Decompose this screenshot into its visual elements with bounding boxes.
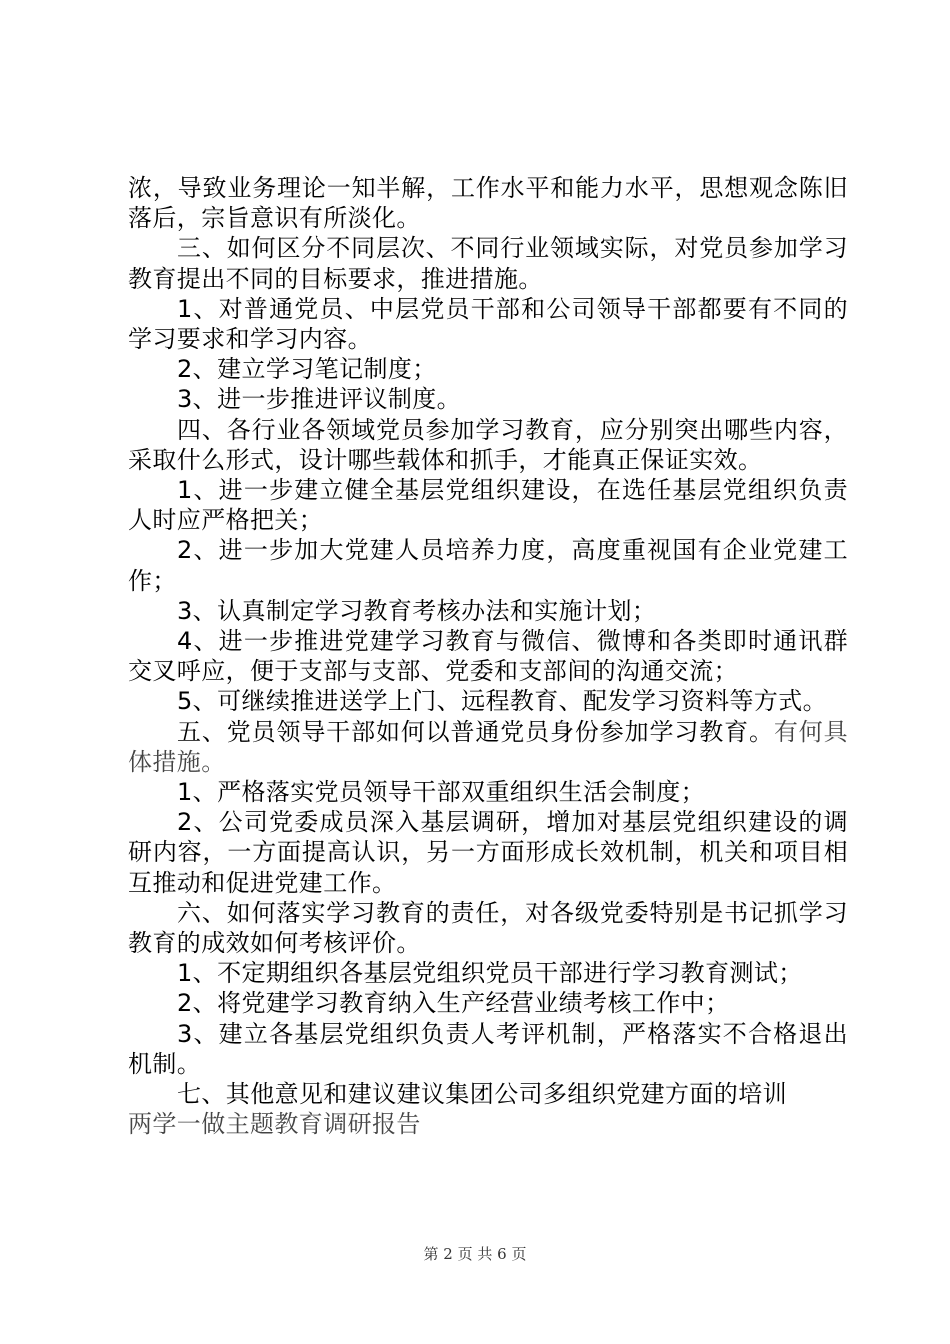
paragraph-text: 四、各行业各领域党员参加学习教育，应分别突出哪些内容，采取什么形式，设计哪些载体和抓手，才能真正保证实效。 — [128, 415, 848, 474]
document-body — [128, 173, 848, 1140]
paragraph-text: 三、如何区分不同层次、不同行业领域实际，对党员参加学习教育提出不同的目标要求，推进措施。 — [128, 234, 848, 293]
paragraph-text: 七、其他意见和建议建议集团公司多组织党建方面的培训 — [177, 1080, 787, 1109]
section-heading-7 — [128, 1079, 848, 1109]
list-item — [128, 1019, 848, 1079]
paragraph-text: 2、公司党委成员深入基层调研，增加对基层党组织建设的调研内容，一方面提高认识，另一方面形成长效机制，机关和项目相互推动和促进党建工作。 — [128, 808, 848, 897]
paragraph-text: 1、严格落实党员领导干部双重组织生活会制度； — [177, 778, 706, 807]
paragraph-text: 3、认真制定学习教育考核办法和实施计划； — [177, 596, 657, 625]
list-item — [128, 626, 848, 686]
paragraph-text: 五、党员领导干部如何以普通党员身份参加学习教育。 — [177, 717, 774, 746]
list-item — [128, 294, 848, 354]
document-title-text: 两学一做主题教育调研报告 — [128, 1110, 421, 1139]
list-item — [128, 807, 848, 898]
list-item — [128, 596, 848, 626]
paragraph-text: 2、将党建学习教育纳入生产经营业绩考核工作中； — [177, 989, 730, 1018]
paragraph-text: 5、可继续推进送学上门、远程教育、配发学习资料等方式。 — [177, 687, 828, 716]
paragraph-text: 浓，导致业务理论一知半解，工作水平和能力水平，思想观念陈旧落后，宗旨意识有所淡化。 — [128, 174, 848, 233]
list-item — [128, 475, 848, 535]
paragraph-text: 3、进一步推进评议制度。 — [177, 385, 462, 414]
paragraph-text: 1、进一步建立健全基层党组织建设，在选任基层党组织负责人时应严格把关； — [128, 476, 848, 535]
paragraph-text: 1、对普通党员、中层党员干部和公司领导干部都要有不同的学习要求和学习内容。 — [128, 294, 848, 354]
page-number-footer: 第 2 页 共 6 页 — [423, 1245, 527, 1263]
list-item — [128, 958, 848, 988]
paragraph-text: 4、进一步推进党建学习教育与微信、微博和各类即时通讯群交叉呼应，便于支部与支部、党委和支部间的沟通交流； — [128, 627, 848, 686]
list-item — [128, 384, 848, 414]
list-item — [128, 535, 848, 595]
paragraph-text: 1、不定期组织各基层党组织党员干部进行学习教育测试； — [177, 959, 803, 988]
paragraph-text: 2、进一步加大党建人员培养力度，高度重视国有企业党建工作； — [128, 536, 848, 595]
list-item — [128, 988, 848, 1018]
section-heading-6 — [128, 898, 848, 958]
list-item — [128, 354, 848, 384]
paragraph-text: 六、如何落实学习教育的责任，对各级党委特别是书记抓学习教育的成效如何考核评价。 — [128, 898, 848, 958]
document-title-line — [128, 1109, 848, 1139]
paragraph-text: 3、建立各基层党组织负责人考评机制，严格落实不合格退出机制。 — [128, 1019, 848, 1078]
paragraph-tail-text: 有何具体措施。 — [128, 717, 848, 776]
paragraph-0 — [128, 173, 848, 233]
section-heading-5 — [128, 717, 848, 777]
list-item — [128, 777, 848, 807]
list-item — [128, 686, 848, 716]
section-heading-3 — [128, 233, 848, 293]
paragraph-text: 2、建立学习笔记制度； — [177, 355, 437, 384]
section-heading-4 — [128, 415, 848, 475]
